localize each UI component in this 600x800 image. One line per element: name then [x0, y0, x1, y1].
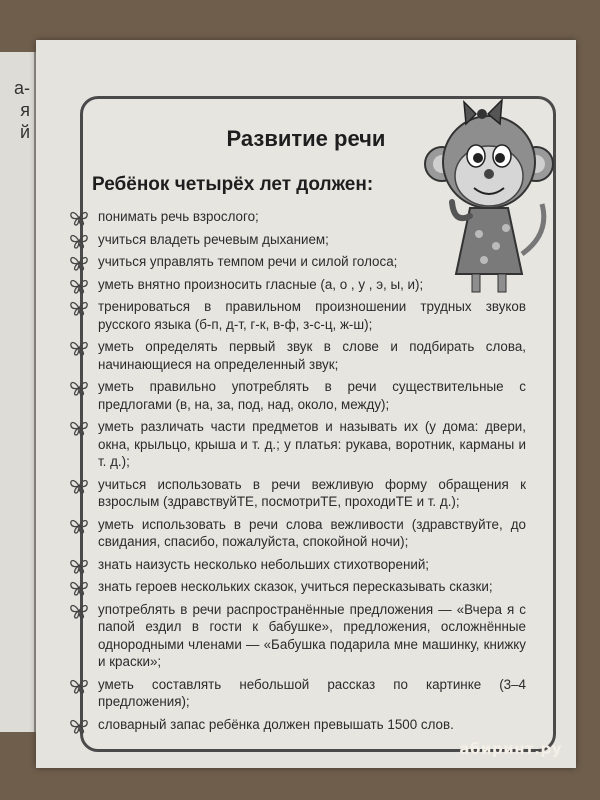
- list-item: [56, 676, 526, 711]
- list-item: [56, 418, 526, 471]
- list-item-text: знать наизусть несколько небольших стихотворений;: [98, 556, 430, 572]
- list-item: [56, 253, 526, 271]
- list-item-text: словарный запас ребёнка должен превышать 1500 слов.: [98, 716, 454, 732]
- butterfly-icon: [70, 678, 88, 694]
- list-item: [56, 378, 526, 413]
- section-subtitle: Ребёнок четырёх лет должен:: [92, 174, 374, 195]
- left-page-fragment: й: [19, 122, 30, 142]
- list-item-text: тренироваться в правильном произношении трудных звуков русского языка (б-п, д-т, г-к, в-ф, з-с-ц, ж-ш);: [98, 299, 526, 332]
- book-page: [36, 40, 576, 768]
- list-item: [56, 601, 526, 671]
- list-item-text: знать героев нескольких сказок, учиться пересказывать сказки;: [98, 579, 493, 594]
- list-item: [56, 298, 526, 333]
- butterfly-icon: [70, 420, 88, 436]
- list-item-text: уметь использовать в речи слова вежливости (здравствуйте, до свидания, спасибо, пожалуйста, спокойной ночи);: [98, 516, 526, 549]
- butterfly-icon: [70, 478, 88, 494]
- list-item-text: учиться владеть речевым дыханием;: [98, 231, 329, 247]
- list-item-text: учиться использовать в речи вежливую форму обращения к взрослым (здравствуйТЕ, посмотриТЕ, проходиТЕ и т. д.);: [98, 476, 526, 509]
- list-item-text: уметь определять первый звук в слове и подбирать слова, начинающиеся на определенный звук;: [98, 339, 526, 372]
- list-item: [56, 231, 526, 249]
- butterfly-icon: [70, 580, 88, 596]
- page-title: Развитие речи: [226, 126, 386, 151]
- list-item: [56, 516, 526, 551]
- butterfly-icon: [70, 558, 88, 574]
- butterfly-icon: [70, 380, 88, 396]
- list-item-text: употреблять в речи распространённые предложения — «Вчера я с папой ездил в гости к бабушке», предложения, осложнённые однородными членами — «Бабушка подарила мне машинку, книжку и краски»;: [98, 601, 526, 669]
- list-item-text: учиться управлять темпом речи и силой голоса;: [98, 254, 398, 269]
- butterfly-icon: [70, 255, 88, 271]
- list-item-text: понимать речь взрослого;: [98, 209, 259, 224]
- butterfly-icon: [70, 718, 88, 734]
- list-item: [56, 338, 526, 373]
- left-page-edge: [0, 52, 37, 732]
- list-item: [56, 276, 526, 294]
- list-item-text: уметь различать части предметов и называть их (у дома: двери, окна, крыльцо, крыша и т. д.; у платья: рукава, воротник, карманы и т. д.);: [98, 419, 526, 469]
- list-item: [56, 578, 526, 596]
- skills-list: [56, 208, 526, 738]
- butterfly-icon: [70, 300, 88, 316]
- butterfly-icon: [70, 518, 88, 534]
- left-page-fragment: а-: [13, 78, 30, 98]
- list-item: [56, 556, 526, 574]
- left-page-fragment: я: [20, 100, 30, 120]
- list-item-text: уметь составлять небольшой рассказ по картинке (3–4 предложения);: [98, 676, 526, 709]
- butterfly-icon: [70, 210, 88, 226]
- watermark: абиринт.ру: [459, 740, 562, 758]
- list-item: [56, 208, 526, 226]
- butterfly-icon: [70, 603, 88, 619]
- list-item-text: уметь правильно употреблять в речи существительные с предлогами (в, на, за, под, над, около, между);: [98, 379, 526, 412]
- butterfly-icon: [70, 340, 88, 356]
- list-item: [56, 716, 526, 734]
- list-item: [56, 476, 526, 511]
- butterfly-icon: [70, 233, 88, 249]
- butterfly-icon: [70, 278, 88, 294]
- list-item-text: уметь внятно произносить гласные (а, о , у , э, ы, и);: [98, 276, 424, 292]
